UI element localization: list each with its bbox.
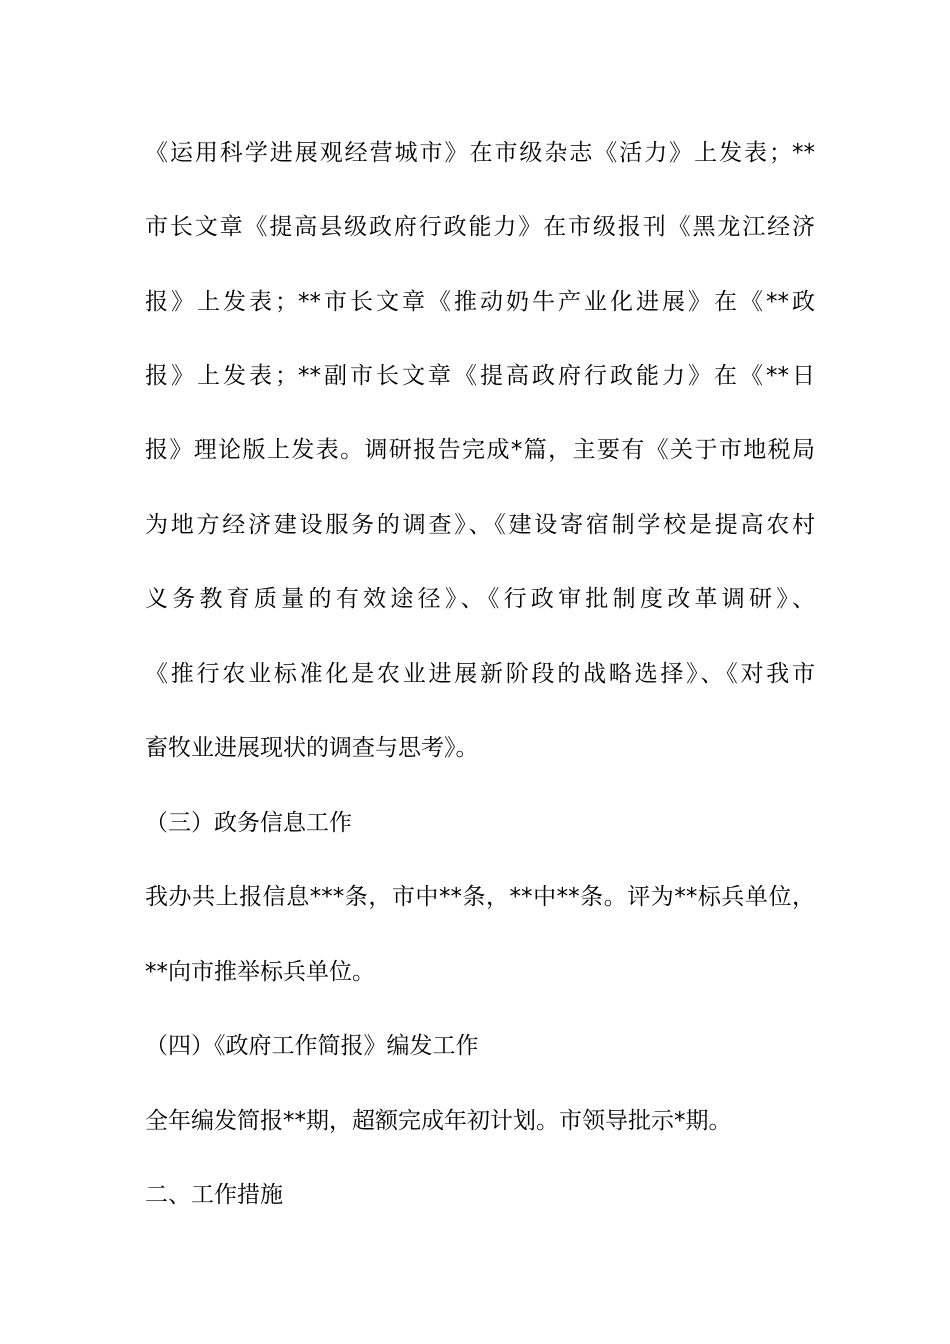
paragraph-line: 《推行农业标准化是农业进展新阶段的战略选择》、《对我市 — [145, 661, 815, 687]
paragraph-line: 报》上发表；**副市长文章《提高政府行政能力》在《**日 — [145, 363, 815, 389]
section-heading: 二、工作措施 — [145, 1182, 283, 1208]
section-heading: （四）《政府工作简报》编发工作 — [145, 1033, 479, 1059]
paragraph-line: 为地方经济建设服务的调查》、《建设寄宿制学校是提高农村 — [145, 512, 815, 538]
paragraph-line: 报》上发表；**市长文章《推动奶牛产业化进展》在《**政 — [145, 289, 815, 315]
paragraph-line: 报》理论版上发表。调研报告完成*篇，主要有《关于市地税局 — [145, 437, 815, 463]
paragraph-line: 市长文章《提高县级政府行政能力》在市级报刊《黑龙江经济 — [145, 214, 815, 240]
paragraph-line: 义务教育质量的有效途径》、《行政审批制度改革调研》、 — [145, 586, 815, 612]
paragraph-line: 全年编发简报**期，超额完成年初计划。市领导批示*期。 — [145, 1108, 732, 1134]
paragraph-line: 我办共上报信息***条，市中**条，**中**条。评为**标兵单位， — [145, 884, 815, 910]
paragraph-line: **向市推举标兵单位。 — [145, 959, 375, 985]
paragraph-line: 《运用科学进展观经营城市》在市级杂志《活力》上发表；** — [145, 140, 815, 166]
section-heading: （三）政务信息工作 — [145, 810, 352, 836]
paragraph-line: 畜牧业进展现状的调查与思考》。 — [145, 735, 479, 761]
